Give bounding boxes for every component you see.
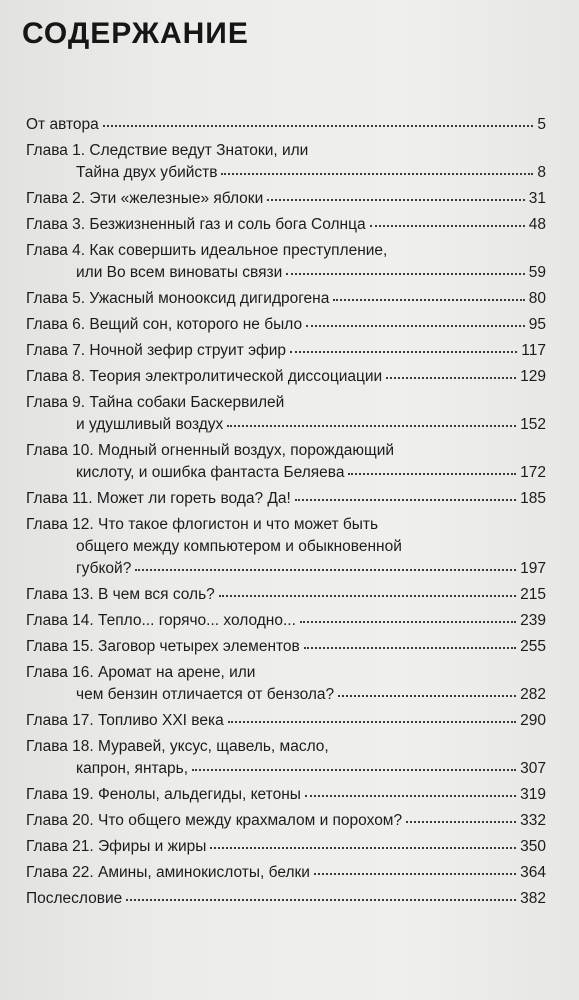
page-number: 129 [520, 368, 546, 385]
dot-leader [370, 224, 525, 227]
toc-entry-text: Глава 21. Эфиры и жиры [26, 838, 207, 855]
dot-leader [219, 594, 516, 597]
toc-entry-text: Глава 4. Как совершить идеальное преступление, [26, 242, 388, 259]
toc-entry-text: Послесловие [26, 890, 123, 907]
dot-leader [290, 350, 517, 353]
toc-entry-text: общего между компьютером и обыкновенной [76, 538, 402, 555]
toc-entry [26, 188, 546, 210]
dot-leader [300, 620, 516, 623]
toc-entry-text: Глава 19. Фенолы, альдегиды, кетоны [26, 786, 301, 803]
toc-entry-text: Глава 11. Может ли гореть вода? Да! [26, 490, 291, 507]
dot-leader [210, 846, 516, 849]
toc-entry-row [26, 810, 546, 832]
toc-entry-text: Глава 12. Что такое флогистон и что может быть [26, 516, 379, 533]
toc-entry-text: Глава 2. Эти «железные» яблоки [26, 190, 264, 207]
toc-entry-row [26, 340, 546, 362]
toc-entry-row [26, 758, 546, 780]
toc-entry-row [26, 558, 546, 580]
page-number: 350 [520, 838, 546, 855]
toc-entry-row [26, 314, 546, 336]
page-number: 332 [520, 812, 546, 829]
toc-entry-row [26, 836, 546, 858]
page-number: 319 [520, 786, 546, 803]
dot-leader [306, 324, 525, 327]
toc-entry-row [26, 710, 546, 732]
toc-entry-text: Глава 13. В чем вся соль? [26, 586, 215, 603]
toc-entry [26, 440, 546, 484]
toc-entry [26, 288, 546, 310]
toc-entry-text: Глава 8. Теория электролитической диссоциации [26, 368, 383, 385]
dot-leader [267, 198, 525, 201]
toc-entry-text: Тайна двух убийств [76, 164, 218, 181]
toc-entry [26, 710, 546, 732]
toc-entry-text: Глава 14. Тепло... горячо... холодно... [26, 612, 296, 629]
toc-entry [26, 366, 546, 388]
toc-entry [26, 736, 546, 780]
toc-entry-text: кислоту, и ошибка фантаста Беляева [76, 464, 345, 481]
dot-leader [192, 768, 516, 771]
dot-leader [295, 498, 516, 501]
toc-entry [26, 888, 546, 910]
page-number: 382 [520, 890, 546, 907]
toc-entry-row [26, 188, 546, 210]
toc-entry [26, 114, 546, 136]
toc-entry [26, 862, 546, 884]
toc-entry-text: Глава 6. Вещий сон, которого не было [26, 316, 303, 333]
toc-entry-text: От автора [26, 116, 99, 133]
toc-entry-row [26, 414, 546, 436]
dot-leader [286, 272, 524, 275]
page-number: 215 [520, 586, 546, 603]
dot-leader [135, 568, 516, 571]
toc-entry [26, 784, 546, 806]
toc-entry [26, 610, 546, 632]
toc-entry-row [26, 262, 546, 284]
toc-entry [26, 314, 546, 336]
toc-entry-row [26, 162, 546, 184]
dot-leader [126, 898, 516, 901]
toc-entry-text: Глава 9. Тайна собаки Баскервилей [26, 394, 285, 411]
toc-entry [26, 214, 546, 236]
toc-entry-row [26, 366, 546, 388]
toc-entry-row [26, 684, 546, 706]
toc-entry [26, 392, 546, 436]
page-number: 117 [521, 342, 546, 359]
page-number: 307 [520, 760, 546, 777]
toc-entry [26, 240, 546, 284]
page-number: 364 [520, 864, 546, 881]
toc-entry [26, 140, 546, 184]
toc-entry-text: Глава 15. Заговор четырех элементов [26, 638, 300, 655]
toc-entry-text: Глава 10. Модный огненный воздух, порождающий [26, 442, 395, 459]
toc-entry-text: губкой? [76, 560, 132, 577]
page-number: 282 [520, 686, 546, 703]
toc-entry-text: Глава 1. Следствие ведут Знатоки, или [26, 142, 309, 159]
toc-entry [26, 810, 546, 832]
page-number: 197 [520, 560, 546, 577]
toc-entry-row [26, 114, 546, 136]
toc-entry-text: Глава 20. Что общего между крахмалом и порохом? [26, 812, 403, 829]
dot-leader [304, 646, 516, 649]
toc-entry-text: Глава 5. Ужасный монооксид дигидрогена [26, 290, 330, 307]
toc-entry-text: Глава 17. Топливо XXI века [26, 712, 224, 729]
toc-entry-text: Глава 22. Амины, аминокислоты, белки [26, 864, 310, 881]
toc-entry-text: Глава 7. Ночной зефир струит эфир [26, 342, 287, 359]
page-number: 95 [528, 316, 546, 333]
dot-leader [314, 872, 516, 875]
toc-entry-row [26, 214, 546, 236]
toc-entry [26, 584, 546, 606]
toc-entry [26, 514, 546, 580]
toc-entry-row [26, 610, 546, 632]
toc-entry-row [26, 488, 546, 510]
toc-entry-text: чем бензин отличается от бензола? [76, 686, 335, 703]
toc-entry-row [26, 584, 546, 606]
page-number: 80 [528, 290, 546, 307]
toc-entry [26, 662, 546, 706]
toc-entry-row [26, 462, 546, 484]
dot-leader [305, 794, 516, 797]
page-title: СОДЕРЖАНИЕ [22, 17, 249, 50]
page-number: 239 [520, 612, 546, 629]
dot-leader [338, 694, 516, 697]
toc-entry-text: или Во всем виноваты связи [76, 264, 283, 281]
toc-entry-text: Глава 18. Муравей, уксус, щавель, масло, [26, 738, 329, 755]
toc-entry-row [26, 636, 546, 658]
dot-leader [103, 124, 534, 127]
page-number: 59 [528, 264, 546, 281]
toc-entry-row [26, 288, 546, 310]
dot-leader [333, 298, 524, 301]
page-number: 48 [528, 216, 546, 233]
page-number: 5 [537, 116, 546, 133]
toc-entry-text: капрон, янтарь, [76, 760, 189, 777]
page-number: 152 [520, 416, 546, 433]
page-number: 185 [520, 490, 546, 507]
dot-leader [406, 820, 516, 823]
toc-entry-row [26, 784, 546, 806]
toc-entry [26, 636, 546, 658]
dot-leader [221, 172, 533, 175]
page-number: 31 [528, 190, 546, 207]
toc-entry-text: Глава 3. Безжизненный газ и соль бога Солнца [26, 216, 366, 233]
table-of-contents [26, 114, 546, 914]
page-number: 8 [537, 164, 546, 181]
page-number: 172 [520, 464, 546, 481]
toc-entry-row [26, 888, 546, 910]
dot-leader [386, 376, 516, 379]
page-number: 255 [520, 638, 546, 655]
dot-leader [348, 472, 516, 475]
toc-entry-row [26, 862, 546, 884]
toc-entry-text: и удушливый воздух [76, 416, 224, 433]
dot-leader [228, 720, 516, 723]
toc-entry [26, 340, 546, 362]
dot-leader [227, 424, 516, 427]
page-number: 290 [520, 712, 546, 729]
toc-entry [26, 836, 546, 858]
toc-entry-text: Глава 16. Аромат на арене, или [26, 664, 256, 681]
toc-entry [26, 488, 546, 510]
